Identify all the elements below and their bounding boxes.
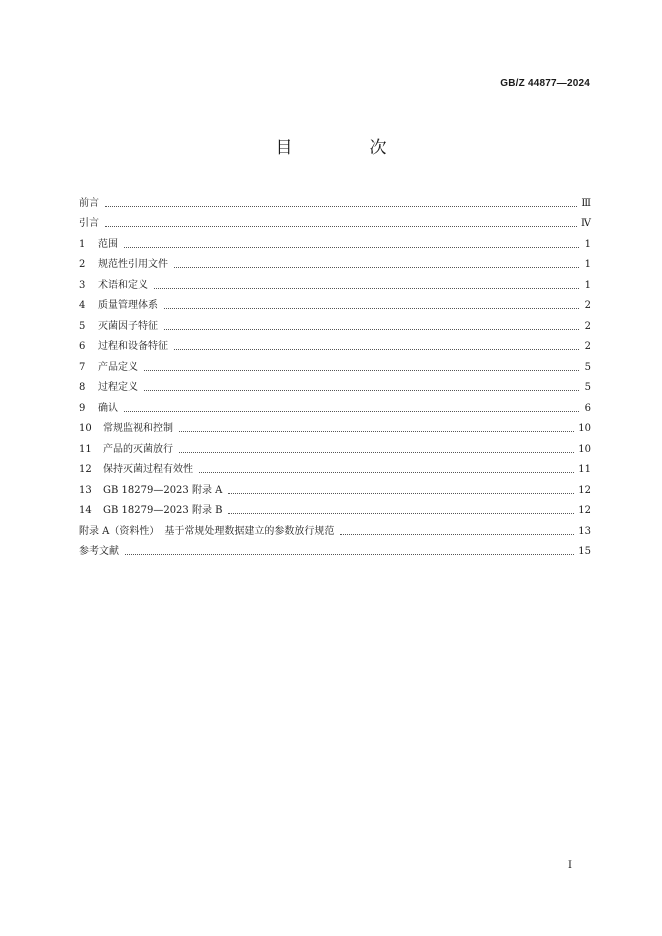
toc-dot-leader xyxy=(154,288,579,289)
toc-entry-label: GB 18279—2023 附录 B xyxy=(103,505,223,516)
toc-entry[interactable] xyxy=(79,333,591,354)
toc-entry[interactable] xyxy=(79,312,591,333)
toc-dot-leader xyxy=(228,493,574,494)
toc-dot-leader xyxy=(174,267,579,268)
toc-dot-leader xyxy=(144,370,579,371)
toc-entry-label: 规范性引用文件 xyxy=(98,259,168,270)
toc-entry[interactable] xyxy=(79,189,591,210)
toc-entry-number: 14 xyxy=(79,505,92,516)
toc-entry-number: 9 xyxy=(79,402,86,414)
toc-dot-leader xyxy=(228,513,574,514)
toc-entry-label: 产品的灭菌放行 xyxy=(103,443,173,455)
table-of-contents xyxy=(79,189,591,558)
toc-entry-page: Ⅲ xyxy=(581,197,591,209)
toc-entry-label: 质量管理体系 xyxy=(98,300,158,311)
toc-entry-page: 12 xyxy=(578,505,591,516)
toc-entry-page: 1 xyxy=(584,279,591,291)
toc-entry-number: 13 xyxy=(79,484,92,496)
toc-entry-label: 常规监视和控制 xyxy=(103,423,173,434)
toc-dot-leader xyxy=(164,329,579,330)
toc-dot-leader xyxy=(199,472,574,473)
toc-dot-leader xyxy=(124,411,579,412)
toc-entry-label: GB 18279—2023 附录 A xyxy=(103,484,223,496)
toc-entry-page: 5 xyxy=(584,361,591,373)
toc-entry-number: 1 xyxy=(79,238,86,250)
toc-entry-page: 2 xyxy=(584,341,591,352)
toc-entry-page: 10 xyxy=(578,423,591,434)
toc-entry[interactable] xyxy=(79,353,591,374)
toc-entry[interactable] xyxy=(79,435,591,456)
toc-dot-leader xyxy=(174,349,579,350)
toc-entry-page: 2 xyxy=(584,300,591,311)
toc-entry-number: 8 xyxy=(79,382,86,393)
toc-entry-page: 11 xyxy=(578,464,591,475)
toc-entry-label: 确认 xyxy=(98,402,118,414)
toc-entry-number: 7 xyxy=(79,361,86,373)
toc-entry[interactable] xyxy=(79,292,591,313)
toc-entry-label: 保持灭菌过程有效性 xyxy=(103,464,193,475)
toc-entry[interactable] xyxy=(79,251,591,272)
toc-entry[interactable] xyxy=(79,538,591,559)
toc-dot-leader xyxy=(179,431,574,432)
toc-entry-number: 5 xyxy=(79,320,86,332)
toc-entry[interactable] xyxy=(79,476,591,497)
toc-entry-number: 4 xyxy=(79,300,86,311)
toc-entry-label: 引言 xyxy=(79,218,99,229)
toc-entry-page: 10 xyxy=(578,443,591,455)
toc-entry-number: 3 xyxy=(79,279,86,291)
toc-dot-leader xyxy=(105,206,577,207)
toc-entry[interactable] xyxy=(79,456,591,477)
toc-entry[interactable] xyxy=(79,210,591,231)
toc-entry-number: 6 xyxy=(79,341,86,352)
toc-entry-label: 术语和定义 xyxy=(98,279,148,291)
toc-entry-page: 15 xyxy=(578,546,591,557)
toc-entry-label: 前言 xyxy=(79,197,99,209)
toc-entry-page: 1 xyxy=(584,238,591,250)
toc-dot-leader xyxy=(105,226,577,227)
toc-entry[interactable] xyxy=(79,497,591,518)
toc-dot-leader xyxy=(179,452,574,453)
toc-entry-label: 过程定义 xyxy=(98,382,138,393)
toc-entry-number: 11 xyxy=(79,443,92,455)
toc-entry-label: 灭菌因子特征 xyxy=(98,320,158,332)
toc-dot-leader xyxy=(125,554,574,555)
toc-entry-label: 范围 xyxy=(98,238,118,250)
toc-entry-page: 12 xyxy=(578,484,591,496)
toc-entry-number: 2 xyxy=(79,259,86,270)
toc-entry[interactable] xyxy=(79,230,591,251)
toc-entry-page: 5 xyxy=(584,382,591,393)
toc-entry[interactable] xyxy=(79,374,591,395)
toc-entry[interactable] xyxy=(79,394,591,415)
standard-code: GB/Z 44877—2024 xyxy=(500,78,590,89)
toc-entry-label: 附录 A（资料性） 基于常规处理数据建立的参数放行规范 xyxy=(79,525,335,537)
page-number: I xyxy=(568,860,572,871)
page-title: 目 次 xyxy=(275,138,417,158)
toc-entry-number: 10 xyxy=(79,423,92,434)
toc-entry-label: 过程和设备特征 xyxy=(98,341,168,352)
toc-entry[interactable] xyxy=(79,415,591,436)
toc-dot-leader xyxy=(144,390,579,391)
toc-entry-page: 6 xyxy=(584,402,591,414)
toc-entry[interactable] xyxy=(79,517,591,538)
toc-entry-label: 产品定义 xyxy=(98,361,138,373)
toc-dot-leader xyxy=(340,534,574,535)
toc-entry-page: 2 xyxy=(584,320,591,332)
toc-dot-leader xyxy=(124,247,579,248)
toc-entry-page: 13 xyxy=(578,525,591,537)
toc-entry-page: Ⅳ xyxy=(581,218,591,229)
toc-entry-number: 12 xyxy=(79,464,92,475)
toc-dot-leader xyxy=(164,308,579,309)
toc-entry-page: 1 xyxy=(584,259,591,270)
toc-entry[interactable] xyxy=(79,271,591,292)
toc-entry-label: 参考文献 xyxy=(79,546,119,557)
